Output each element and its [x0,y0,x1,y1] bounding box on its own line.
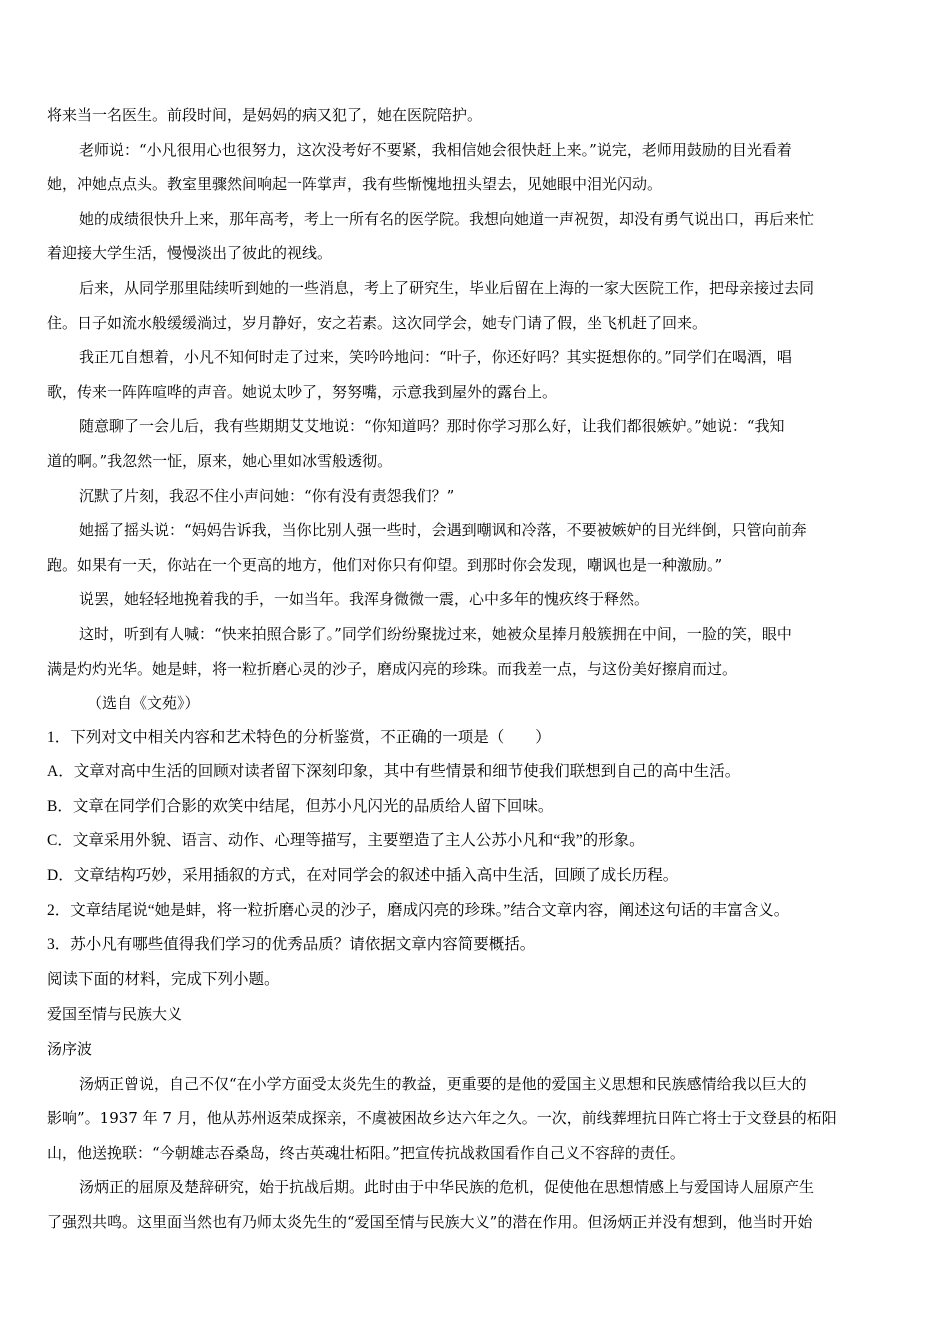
reading-instruction: 阅读下面的材料，完成下列小题。 [47,970,280,988]
story-line: 随意聊了一会儿后，我有些期期艾艾地说：“你知道吗？那时你学习那么好，让我们都很嫉妒。”她说：“我知 [79,417,785,436]
passage-line: 山，他送挽联：“今朝雄志吞桑岛，终古英魂壮柘阳。”把宣传抗战救国看作自己义不容辞的责任。 [47,1143,685,1162]
passage-title: 爱国至情与民族大义 [47,1005,183,1024]
story-line: 住。日子如流水般缓缓淌过，岁月静好，安之若素。这次同学会，她专门请了假，坐飞机赶了回来。 [47,313,708,332]
story-line: 她摇了摇头说：“妈妈告诉我，当你比别人强一些时，会遇到嘲讽和冷落，不要被嫉妒的目光绊倒，只管向前奔 [79,521,807,540]
story-line: 她的成绩很快升上来，那年高考，考上一所有名的医学院。我想向她道一声祝贺，却没有勇气说出口，再后来忙 [79,209,815,228]
story-line: 她，冲她点点头。教室里骤然间响起一阵掌声，我有些惭愧地扭头望去，见她眼中泪光闪动。 [47,175,663,194]
question-2: 2．文章结尾说“她是蚌，将一粒折磨心灵的沙子，磨成闪亮的珍珠。”结合文章内容，阐述这句话的丰富含义。 [47,901,790,919]
story-line: 歌，传来一阵阵喧哗的声音。她说太吵了，努努嘴，示意我到屋外的露台上。 [47,382,558,401]
passage-author: 汤序波 [47,1040,93,1059]
story-line: 满是灼灼光华。她是蚌，将一粒折磨心灵的沙子，磨成闪亮的珍珠。而我差一点，与这份美好擦肩而过。 [47,659,738,678]
story-line: 将来当一名医生。前段时间，是妈妈的病又犯了，她在医院陪护。 [47,106,483,124]
story-line: 这时，听到有人喊：“快来拍照合影了。”同学们纷纷聚拢过来，她被众星捧月般簇拥在中间，一脸的笑，眼中 [79,624,792,643]
option-c: C．文章采用外貌、语言、动作、心理等描写，主要塑造了主人公苏小凡和“我”的形象。 [47,832,645,850]
story-line: 道的啊。”我忽然一怔，原来，她心里如冰雪般透彻。 [47,451,393,470]
option-a: A．文章对高中生活的回顾对读者留下深刻印象，其中有些情景和细节使我们联想到自己的高中生活。 [47,763,741,781]
passage-line: 汤炳正的屈原及楚辞研究，始于抗战后期。此时由于中华民族的危机，促使他在思想情感上与爱国诗人屈原产生 [79,1178,815,1197]
option-b: B．文章在同学们合影的欢笑中结尾，但苏小凡闪光的品质给人留下回味。 [47,797,554,815]
passage-line: 影响”。1937 年 7 月，他从苏州返荣成探亲，不虞被困故乡达六年之久。一次，前线葬埋抗日阵亡将士于文登县的柘阳 [47,1109,837,1128]
story-line: 我正兀自想着，小凡不知何时走了过来，笑吟吟地问：“叶子，你还好吗？其实挺想你的。”同学们在喝酒，唱 [79,348,792,367]
document-page [47,98,903,1240]
passage-line: 了强烈共鸣。这里面当然也有乃师太炎先生的“爱国至情与民族大义”的潜在作用。但汤炳正并没有想到，他当时开始 [47,1213,813,1231]
question-1: 1．下列对文中相关内容和艺术特色的分析鉴赏，不正确的一项是（ ） [47,728,551,746]
story-line: 老师说：“小凡很用心也很努力，这次没考好不要紧，我相信她会很快赶上来。”说完，老师用鼓励的目光看着 [79,140,792,159]
option-d: D．文章结构巧妙，采用插叙的方式，在对同学会的叙述中插入高中生活，回顾了成长历程。 [47,867,679,885]
story-line: 跑。如果有一天，你站在一个更高的地方，他们对你只有仰望。到那时你会发现，嘲讽也是一种激励。” [47,555,723,574]
story-line: 着迎接大学生活，慢慢淡出了彼此的视线。 [47,244,333,263]
story-source: （选自《文苑》） [87,694,200,713]
story-line: 后来，从同学那里陆续听到她的一些消息，考上了研究生，毕业后留在上海的一家大医院工作，把母亲接过去同 [79,278,815,297]
passage-line: 汤炳正曾说，自己不仅“在小学方面受太炎先生的教益，更重要的是他的爱国主义思想和民族感情给我以巨大的 [79,1074,807,1093]
story-line: 沉默了片刻，我忍不住小声问她：“你有没有责怨我们？” [79,486,455,505]
question-3: 3．苏小凡有哪些值得我们学习的优秀品质？请依据文章内容简要概括。 [47,936,536,954]
story-line: 说罢，她轻轻地挽着我的手，一如当年。我浑身微微一震，心中多年的愧疚终于释然。 [79,590,650,609]
